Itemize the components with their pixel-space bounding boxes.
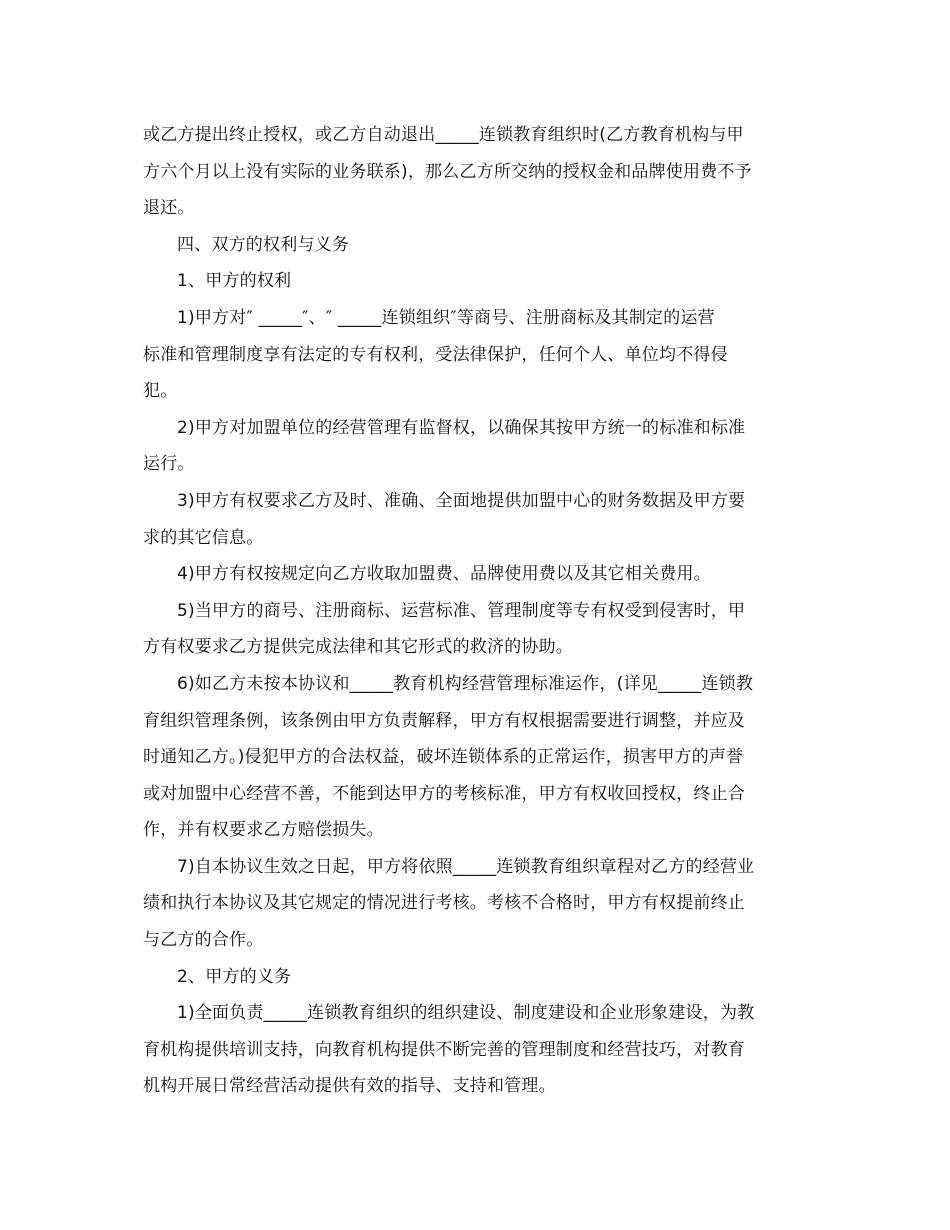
document-line: 作，并有权要求乙方赔偿损失。 [143,820,384,841]
document-line: 或乙方提出终止授权，或乙方自动退出_____连锁教育组织时(乙方教育机构与甲 [143,125,744,145]
document-line: 求的其它信息。 [143,527,264,548]
document-line: 1、甲方的权利 [177,271,292,292]
document-line: 2)甲方对加盟单位的经营管理有监督权，以确保其按甲方统一的标准和标准 [177,417,746,438]
document-line: 运行。 [143,454,195,475]
document-line: 与乙方的合作。 [143,930,264,951]
document-line: 绩和执行本协议及其它规定的情况进行考核。考核不合格时，甲方有权提前终止 [143,893,745,914]
document-line: 育机构提供培训支持，向教育机构提供不断完善的管理制度和经营技巧，对教育 [143,1039,745,1060]
document-line: 犯。 [143,381,178,402]
document-line: 或对加盟中心经营不善，不能到达甲方的考核标准，甲方有权收回授权，终止合 [143,783,745,804]
document-line: 3)甲方有权要求乙方及时、准确、全面地提供加盟中心的财务数据及甲方要 [177,490,746,511]
document-line: 7)自本协议生效之日起，甲方将依照_____连锁教育组织章程对乙方的经营业 [177,856,755,877]
document-line: 2、甲方的义务 [177,966,292,987]
document-body [143,117,808,1105]
document-line: 1)甲方对″ _____″、″ _____连锁组织″等商号、注册商标及其制定的运营 [177,307,715,328]
document-line: 方有权要求乙方提供完成法律和其它形式的救济的协助。 [143,637,573,658]
document-line: 退还。 [143,198,195,219]
document-line: 5)当甲方的商号、注册商标、运营标准、管理制度等专有权受到侵害时，甲 [177,600,746,621]
document-line: 方六个月以上没有实际的业务联系)，那么乙方所交纳的授权金和品牌使用费不予 [143,161,752,182]
document-line: 育组织管理条例，该条例由甲方负责解释，甲方有权根据需要进行调整，并应及 [143,710,745,731]
document-line: 四、双方的权利与义务 [177,234,349,255]
document-line: 机构开展日常经营活动提供有效的指导、支持和管理。 [143,1076,556,1097]
document-line: 6)如乙方未按本协议和_____教育机构经营管理标准运作，(详见_____连锁教 [177,673,754,694]
document-line: 4)甲方有权按规定向乙方收取加盟费、品牌使用费以及其它相关费用。 [177,564,711,585]
document-line: 1)全面负责_____连锁教育组织的组织建设、制度建设和企业形象建设，为教 [177,1003,755,1024]
document-line: 时通知乙方。)侵犯甲方的合法权益，破坏连锁体系的正常运作，损害甲方的声誉 [143,747,744,768]
document-line: 标准和管理制度享有法定的专有权利，受法律保护，任何个人、单位均不得侵 [143,344,728,365]
